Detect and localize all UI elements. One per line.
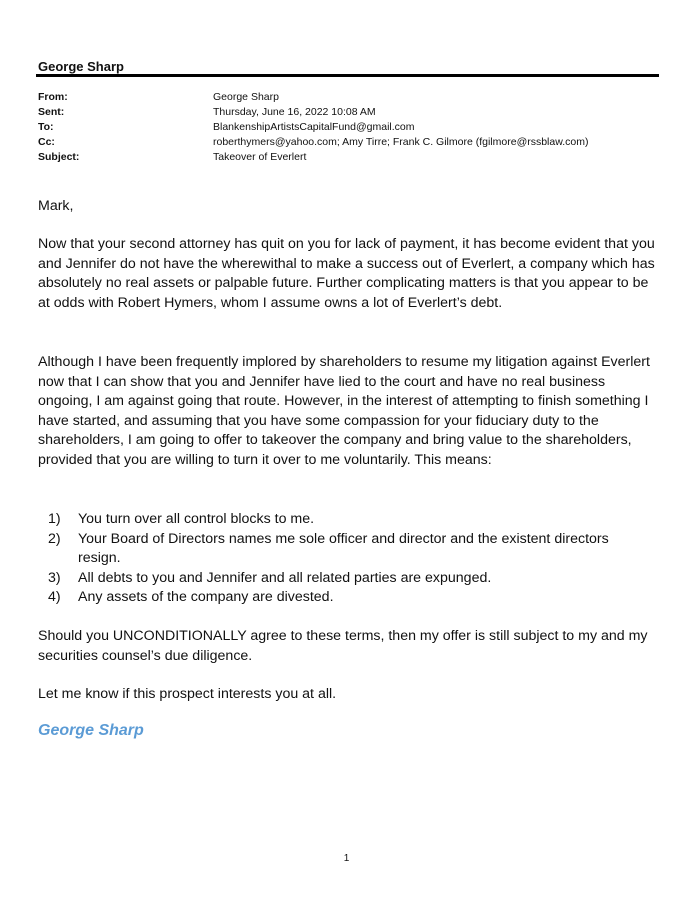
list-item <box>48 588 648 608</box>
from-label: From: <box>38 91 68 103</box>
cc-label: Cc: <box>38 136 55 148</box>
list-item <box>48 530 648 569</box>
from-value: George Sharp <box>213 91 279 103</box>
subject-label: Subject: <box>38 151 80 163</box>
sent-value: Thursday, June 16, 2022 10:08 AM <box>213 106 376 118</box>
page-number: 1 <box>343 853 350 864</box>
list-item-number: 2) <box>48 530 61 547</box>
list-item-text: Any assets of the company are divested. <box>78 589 334 605</box>
cc-value: roberthymers@yahoo.com; Amy Tirre; Frank C. Gilmore (fgilmore@rssblaw.com) <box>213 136 589 148</box>
signature: George Sharp <box>38 722 144 739</box>
body-paragraph-3: Should you UNCONDITIONALLY agree to these terms, then my offer is still subject to my and my securities counsel’s due diligence. <box>38 628 648 664</box>
salutation: Mark, <box>38 198 74 214</box>
body-paragraph-2: Although I have been frequently implored by shareholders to resume my litigation against Everlert now that I can show that you and Jennifer have lied to the court and have no real business ongoing, I am against going that route. However, in the interest of attempting to finish something I have started, and assuming that you have some compassion for your fiduciary duty to the shareholders, I am going to offer to takeover the company and bring value to the shareholders, provided that you are willing to turn it over to me voluntarily. This means: <box>38 354 650 468</box>
subject-value: Takeover of Everlert <box>213 151 307 163</box>
to-label: To: <box>38 121 54 133</box>
list-item-number: 4) <box>48 589 61 605</box>
header-divider <box>36 74 659 77</box>
list-item <box>48 510 648 530</box>
list-item-number: 3) <box>48 569 61 586</box>
body-paragraph-1: Now that your second attorney has quit on you for lack of payment, it has become evident that you and Jennifer do not have the wherewithal to make a success out of Everlert, a company which has absolutely no real assets or palpable future. Further complicating matters is that you appear to be at odds with Robert Hymers, whom I assume owns a lot of Everlert’s debt. <box>38 236 655 311</box>
to-value: BlankenshipArtistsCapitalFund@gmail.com <box>213 121 415 133</box>
body-paragraph-4: Let me know if this prospect interests you at all. <box>38 686 337 702</box>
terms-list <box>48 510 648 608</box>
sent-label: Sent: <box>38 106 65 118</box>
list-item <box>48 569 648 589</box>
list-item-text: Your Board of Directors names me sole officer and director and the existent directors resign. <box>78 530 609 566</box>
list-item-text: You turn over all control blocks to me. <box>78 511 315 527</box>
list-item-number: 1) <box>48 511 61 527</box>
email-sender-name: George Sharp <box>38 59 124 74</box>
list-item-text: All debts to you and Jennifer and all related parties are expunged. <box>78 569 492 586</box>
